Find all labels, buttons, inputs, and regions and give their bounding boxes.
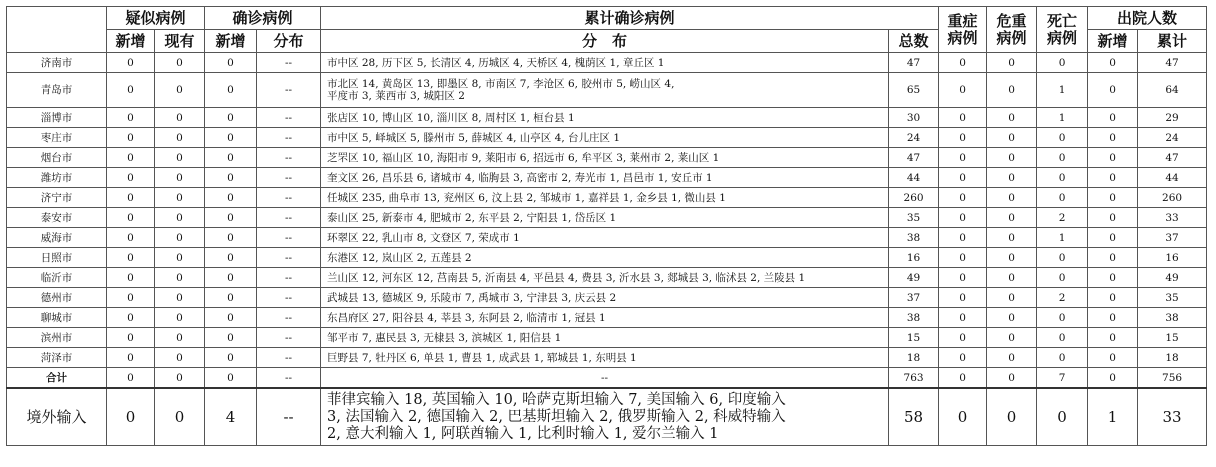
death-count: 1 (1037, 108, 1088, 128)
table-row (7, 73, 1207, 108)
city-name: 滨州市 (7, 328, 107, 348)
distribution-line: 3, 法国输入 2, 德国输入 2, 巴基斯坦输入 2, 俄罗斯输入 2, 科威特输入 (327, 408, 786, 425)
discharged-new: 0 (1088, 228, 1138, 248)
cumulative-total: 38 (889, 228, 939, 248)
header-cumulative-distribution: 分 布 (321, 30, 889, 53)
critical-count: 0 (987, 288, 1037, 308)
confirmed-new: 0 (205, 288, 257, 308)
confirmed-distribution: -- (257, 128, 321, 148)
suspected-new: 0 (107, 288, 155, 308)
city-name: 泰安市 (7, 208, 107, 228)
table-row (7, 53, 1207, 73)
severe-count: 0 (939, 188, 987, 208)
confirmed-distribution: -- (257, 328, 321, 348)
imported-total: 58 (889, 388, 939, 446)
death-count: 0 (1037, 268, 1088, 288)
suspected-current: 0 (155, 308, 205, 328)
critical-count: 0 (987, 53, 1037, 73)
discharged-total: 16 (1138, 248, 1207, 268)
discharged-new: 0 (1088, 308, 1138, 328)
discharged-new: 0 (1088, 108, 1138, 128)
suspected-current: 0 (155, 248, 205, 268)
distribution-line: 泰山区 25, 新泰市 4, 肥城市 2, 东平县 2, 宁阳县 1, 岱岳区 1 (327, 211, 617, 224)
severe-count: 0 (939, 328, 987, 348)
city-name: 日照市 (7, 248, 107, 268)
suspected-new: 0 (107, 228, 155, 248)
suspected-current: 0 (155, 268, 205, 288)
suspected-current: 0 (155, 108, 205, 128)
death-count: 0 (1037, 148, 1088, 168)
distribution-line: 东昌府区 27, 阳谷县 4, 莘县 3, 东阿县 2, 临清市 1, 冠县 1 (327, 311, 606, 324)
table-row (7, 328, 1207, 348)
total-deaths: 7 (1037, 368, 1088, 389)
suspected-new: 0 (107, 188, 155, 208)
total-label: 合计 (7, 368, 107, 389)
discharged-total: 18 (1138, 348, 1207, 368)
city-name: 聊城市 (7, 308, 107, 328)
table-row (7, 348, 1207, 368)
cumulative-total: 24 (889, 128, 939, 148)
suspected-current: 0 (155, 228, 205, 248)
distribution-line: 邹平市 7, 惠民县 3, 无棣县 3, 滨城区 1, 阳信县 1 (327, 331, 562, 344)
header-blank (7, 7, 107, 53)
imported-row (7, 388, 1207, 446)
discharged-new: 0 (1088, 168, 1138, 188)
critical-count: 0 (987, 168, 1037, 188)
discharged-total: 35 (1138, 288, 1207, 308)
suspected-new: 0 (107, 168, 155, 188)
severe-count: 0 (939, 248, 987, 268)
severe-count: 0 (939, 73, 987, 108)
header-discharged: 出院人数 (1088, 7, 1207, 30)
death-count: 0 (1037, 248, 1088, 268)
cumulative-distribution (321, 108, 889, 128)
critical-count: 0 (987, 128, 1037, 148)
severe-count: 0 (939, 108, 987, 128)
suspected-current: 0 (155, 188, 205, 208)
distribution-line: 2, 意大利输入 1, 阿联酋输入 1, 比利时输入 1, 爱尔兰输入 1 (327, 425, 719, 442)
death-count: 2 (1037, 208, 1088, 228)
discharged-new: 0 (1088, 188, 1138, 208)
death-count: 1 (1037, 228, 1088, 248)
distribution-line: 市北区 14, 黄岛区 13, 即墨区 8, 市南区 7, 李沧区 6, 胶州市 5, 崂山区 4, (327, 78, 675, 90)
cumulative-distribution (321, 268, 889, 288)
cumulative-total: 37 (889, 288, 939, 308)
discharged-total: 49 (1138, 268, 1207, 288)
suspected-new: 0 (107, 268, 155, 288)
discharged-total: 38 (1138, 308, 1207, 328)
header-critical: 危重 病例 (987, 7, 1037, 53)
discharged-new: 0 (1088, 348, 1138, 368)
distribution-line: 市中区 5, 峄城区 5, 滕州市 5, 薛城区 4, 山亭区 4, 台儿庄区 1 (327, 131, 621, 144)
death-count: 0 (1037, 168, 1088, 188)
suspected-current: 0 (155, 53, 205, 73)
imported-discharged-new: 1 (1088, 388, 1138, 446)
suspected-new: 0 (107, 148, 155, 168)
suspected-new: 0 (107, 128, 155, 148)
cumulative-total: 49 (889, 268, 939, 288)
critical-count: 0 (987, 208, 1037, 228)
cumulative-total: 65 (889, 73, 939, 108)
total-suspected-new: 0 (107, 368, 155, 389)
suspected-new: 0 (107, 53, 155, 73)
discharged-new: 0 (1088, 208, 1138, 228)
discharged-total: 33 (1138, 208, 1207, 228)
suspected-new: 0 (107, 308, 155, 328)
header-cumulative: 累计确诊病例 (321, 7, 939, 30)
city-name: 菏泽市 (7, 348, 107, 368)
confirmed-distribution: -- (257, 108, 321, 128)
confirmed-new: 0 (205, 208, 257, 228)
imported-discharged-total: 33 (1138, 388, 1207, 446)
suspected-current: 0 (155, 148, 205, 168)
confirmed-distribution: -- (257, 228, 321, 248)
suspected-current: 0 (155, 128, 205, 148)
total-row (7, 368, 1207, 389)
imported-suspected-new: 0 (107, 388, 155, 446)
header-severe: 重症 病例 (939, 7, 987, 53)
cumulative-total: 16 (889, 248, 939, 268)
critical-count: 0 (987, 328, 1037, 348)
header-confirmed: 确诊病例 (205, 7, 321, 30)
cumulative-distribution (321, 208, 889, 228)
discharged-total: 24 (1138, 128, 1207, 148)
confirmed-new: 0 (205, 248, 257, 268)
total-confirmed-distribution: -- (257, 368, 321, 389)
discharged-new: 0 (1088, 328, 1138, 348)
distribution-line: 奎文区 26, 昌乐县 6, 诸城市 4, 临朐县 3, 高密市 2, 寿光市 1, 昌邑市 1, 安丘市 1 (327, 171, 713, 184)
confirmed-distribution: -- (257, 348, 321, 368)
death-count: 0 (1037, 348, 1088, 368)
city-name: 淄博市 (7, 108, 107, 128)
severe-count: 0 (939, 208, 987, 228)
city-name: 烟台市 (7, 148, 107, 168)
cumulative-total: 260 (889, 188, 939, 208)
death-count: 0 (1037, 308, 1088, 328)
critical-count: 0 (987, 308, 1037, 328)
discharged-new: 0 (1088, 73, 1138, 108)
cumulative-total: 35 (889, 208, 939, 228)
table-row (7, 108, 1207, 128)
covid-stats-table (6, 6, 1207, 446)
cumulative-distribution (321, 228, 889, 248)
suspected-current: 0 (155, 168, 205, 188)
cumulative-distribution (321, 288, 889, 308)
cumulative-total: 18 (889, 348, 939, 368)
discharged-total: 15 (1138, 328, 1207, 348)
distribution-line: 东港区 12, 岚山区 2, 五莲县 2 (327, 251, 472, 264)
death-count: 0 (1037, 188, 1088, 208)
confirmed-new: 0 (205, 328, 257, 348)
death-count: 2 (1037, 288, 1088, 308)
imported-severe: 0 (939, 388, 987, 446)
critical-count: 0 (987, 188, 1037, 208)
critical-count: 0 (987, 108, 1037, 128)
cumulative-total: 47 (889, 53, 939, 73)
table-row (7, 188, 1207, 208)
confirmed-distribution: -- (257, 308, 321, 328)
header-suspected: 疑似病例 (107, 7, 205, 30)
critical-count: 0 (987, 228, 1037, 248)
cumulative-distribution (321, 328, 889, 348)
severe-count: 0 (939, 348, 987, 368)
total-cumulative: 763 (889, 368, 939, 389)
death-count: 1 (1037, 73, 1088, 108)
city-name: 威海市 (7, 228, 107, 248)
suspected-new: 0 (107, 208, 155, 228)
severe-count: 0 (939, 228, 987, 248)
cumulative-distribution (321, 188, 889, 208)
suspected-current: 0 (155, 208, 205, 228)
discharged-total: 29 (1138, 108, 1207, 128)
city-name: 德州市 (7, 288, 107, 308)
distribution-line: 巨野县 7, 牡丹区 6, 单县 1, 曹县 1, 成武县 1, 郓城县 1, 东明县 1 (327, 351, 637, 364)
imported-confirmed-new: 4 (205, 388, 257, 446)
cumulative-distribution (321, 248, 889, 268)
city-name: 济宁市 (7, 188, 107, 208)
discharged-new: 0 (1088, 128, 1138, 148)
critical-count: 0 (987, 73, 1037, 108)
city-name: 临沂市 (7, 268, 107, 288)
table-row (7, 268, 1207, 288)
cumulative-distribution (321, 308, 889, 328)
cumulative-distribution (321, 148, 889, 168)
discharged-new: 0 (1088, 268, 1138, 288)
confirmed-new: 0 (205, 168, 257, 188)
confirmed-distribution: -- (257, 268, 321, 288)
discharged-new: 0 (1088, 53, 1138, 73)
imported-distribution (321, 388, 889, 446)
discharged-new: 0 (1088, 288, 1138, 308)
suspected-new: 0 (107, 73, 155, 108)
city-name: 潍坊市 (7, 168, 107, 188)
suspected-current: 0 (155, 328, 205, 348)
cumulative-total: 38 (889, 308, 939, 328)
header-cumulative-total: 总数 (889, 30, 939, 53)
suspected-new: 0 (107, 348, 155, 368)
confirmed-new: 0 (205, 73, 257, 108)
header-suspected-new: 新增 (107, 30, 155, 53)
critical-count: 0 (987, 268, 1037, 288)
discharged-total: 64 (1138, 73, 1207, 108)
discharged-total: 260 (1138, 188, 1207, 208)
death-count: 0 (1037, 128, 1088, 148)
confirmed-new: 0 (205, 53, 257, 73)
confirmed-new: 0 (205, 308, 257, 328)
suspected-current: 0 (155, 288, 205, 308)
table-row (7, 128, 1207, 148)
confirmed-distribution: -- (257, 248, 321, 268)
table-row (7, 228, 1207, 248)
imported-suspected-current: 0 (155, 388, 205, 446)
confirmed-distribution: -- (257, 53, 321, 73)
confirmed-new: 0 (205, 128, 257, 148)
confirmed-new: 0 (205, 188, 257, 208)
confirmed-new: 0 (205, 148, 257, 168)
distribution-line: 环翠区 22, 乳山市 8, 文登区 7, 荣成市 1 (327, 231, 520, 244)
total-suspected-current: 0 (155, 368, 205, 389)
severe-count: 0 (939, 168, 987, 188)
suspected-new: 0 (107, 108, 155, 128)
cumulative-total: 15 (889, 328, 939, 348)
cumulative-distribution (321, 128, 889, 148)
table-row (7, 168, 1207, 188)
confirmed-new: 0 (205, 108, 257, 128)
header-confirmed-new: 新增 (205, 30, 257, 53)
severe-count: 0 (939, 128, 987, 148)
imported-deaths: 0 (1037, 388, 1088, 446)
city-name: 济南市 (7, 53, 107, 73)
discharged-total: 37 (1138, 228, 1207, 248)
table-row (7, 308, 1207, 328)
distribution-line: 兰山区 12, 河东区 12, 莒南县 5, 沂南县 4, 平邑县 4, 费县 3, 沂水县 3, 郯城县 3, 临沭县 2, 兰陵县 1 (327, 271, 806, 284)
distribution-line: 菲律宾输入 18, 英国输入 10, 哈萨克斯坦输入 7, 美国输入 6, 印度输入 (327, 391, 786, 408)
total-distribution: -- (321, 368, 889, 389)
cumulative-distribution (321, 73, 889, 108)
suspected-new: 0 (107, 328, 155, 348)
confirmed-distribution: -- (257, 168, 321, 188)
suspected-current: 0 (155, 73, 205, 108)
critical-count: 0 (987, 348, 1037, 368)
severe-count: 0 (939, 288, 987, 308)
severe-count: 0 (939, 268, 987, 288)
cumulative-distribution (321, 53, 889, 73)
city-name: 青岛市 (7, 73, 107, 108)
imported-confirmed-distribution: -- (257, 388, 321, 446)
cumulative-total: 47 (889, 148, 939, 168)
confirmed-new: 0 (205, 348, 257, 368)
death-count: 0 (1037, 328, 1088, 348)
confirmed-distribution: -- (257, 188, 321, 208)
critical-count: 0 (987, 248, 1037, 268)
total-discharged: 756 (1138, 368, 1207, 389)
imported-critical: 0 (987, 388, 1037, 446)
confirmed-distribution: -- (257, 148, 321, 168)
table-row (7, 248, 1207, 268)
city-name: 枣庄市 (7, 128, 107, 148)
header-suspected-current: 现有 (155, 30, 205, 53)
suspected-new: 0 (107, 248, 155, 268)
severe-count: 0 (939, 308, 987, 328)
distribution-line: 任城区 235, 曲阜市 13, 兖州区 6, 汶上县 2, 邹城市 1, 嘉祥县 1, 金乡县 1, 微山县 1 (327, 191, 726, 204)
table-row (7, 148, 1207, 168)
death-count: 0 (1037, 53, 1088, 73)
confirmed-distribution: -- (257, 288, 321, 308)
table-row (7, 288, 1207, 308)
imported-label: 境外输入 (7, 388, 107, 446)
table-row (7, 208, 1207, 228)
covid-table-container (6, 6, 1206, 446)
header-confirmed-distribution: 分布 (257, 30, 321, 53)
cumulative-distribution (321, 348, 889, 368)
total-discharged-new: 0 (1088, 368, 1138, 389)
severe-count: 0 (939, 148, 987, 168)
distribution-line: 市中区 28, 历下区 5, 长清区 4, 历城区 4, 天桥区 4, 槐荫区 1, 章丘区 1 (327, 56, 665, 69)
total-severe: 0 (939, 368, 987, 389)
confirmed-distribution: -- (257, 73, 321, 108)
distribution-line: 芝罘区 10, 福山区 10, 海阳市 9, 莱阳市 6, 招远市 6, 牟平区 3, 莱州市 2, 莱山区 1 (327, 151, 720, 164)
cumulative-total: 44 (889, 168, 939, 188)
discharged-new: 0 (1088, 248, 1138, 268)
cumulative-distribution (321, 168, 889, 188)
critical-count: 0 (987, 148, 1037, 168)
discharged-total: 44 (1138, 168, 1207, 188)
total-critical: 0 (987, 368, 1037, 389)
discharged-total: 47 (1138, 53, 1207, 73)
header-discharged-total: 累计 (1138, 30, 1207, 53)
cumulative-total: 30 (889, 108, 939, 128)
distribution-line: 张店区 10, 博山区 10, 淄川区 8, 周村区 1, 桓台县 1 (327, 111, 575, 124)
discharged-total: 47 (1138, 148, 1207, 168)
confirmed-distribution: -- (257, 208, 321, 228)
table-body (7, 53, 1207, 446)
confirmed-new: 0 (205, 268, 257, 288)
confirmed-new: 0 (205, 228, 257, 248)
header-deaths: 死亡 病例 (1037, 7, 1088, 53)
suspected-current: 0 (155, 348, 205, 368)
severe-count: 0 (939, 53, 987, 73)
distribution-line: 武城县 13, 德城区 9, 乐陵市 7, 禹城市 3, 宁津县 3, 庆云县 2 (327, 291, 617, 304)
discharged-new: 0 (1088, 148, 1138, 168)
distribution-line: 平度市 3, 莱西市 3, 城阳区 2 (327, 90, 465, 102)
header-discharged-new: 新增 (1088, 30, 1138, 53)
total-confirmed-new: 0 (205, 368, 257, 389)
